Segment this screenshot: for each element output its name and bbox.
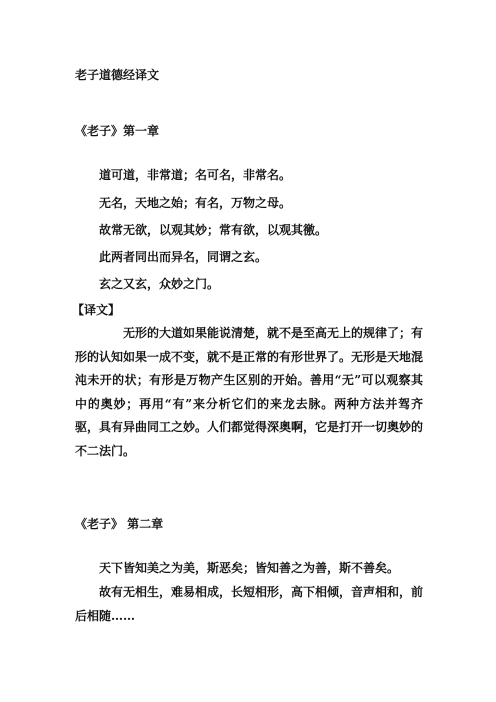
chapter-1-verse-2: 无名，天地之始；有名，万物之母。 [99,196,292,210]
translation-paragraph: 无形的大道如果能说清楚，就不是至高无上的规律了；有形的认知如果一成不变，就不是正常的有形世界了。无形是天地混沌未开的状；有形是万物产生区别的开始。善用“无”可以观察其中的奥妙；再用“有”来分析它们的来龙去脉。两种方法并驾齐驱，具有异曲同工之妙。人们都觉得深奥啊，它是打开一切奥妙的不二法门。 [75,326,424,458]
chapter-1-verse-4: 此两者同出而异名，同谓之玄。 [99,250,268,264]
chapter-2-verse-1: 天下皆知美之为美，斯恶矣；皆知善之为善，斯不善矣。 [99,561,400,575]
chapter-2-heading: 《老子》 第二章 [75,517,164,531]
chapter-1-verse-5: 玄之又玄，众妙之门。 [99,277,220,291]
chapter-1-verse-3: 故常无欲，以观其妙；常有欲，以观其徼。 [99,223,328,237]
chapter-2-verse-2: 故有无相生，难易相成，长短相形，高下相倾，音声相和，前后相随…… [75,585,424,623]
document-title: 老子道德经译文 [75,68,160,82]
chapter-1-verse-1: 道可道，非常道；名可名，非常名。 [99,168,292,182]
translation-label: 【译文】 [72,303,121,317]
chapter-1-heading: 《老子》第一章 [75,124,160,138]
